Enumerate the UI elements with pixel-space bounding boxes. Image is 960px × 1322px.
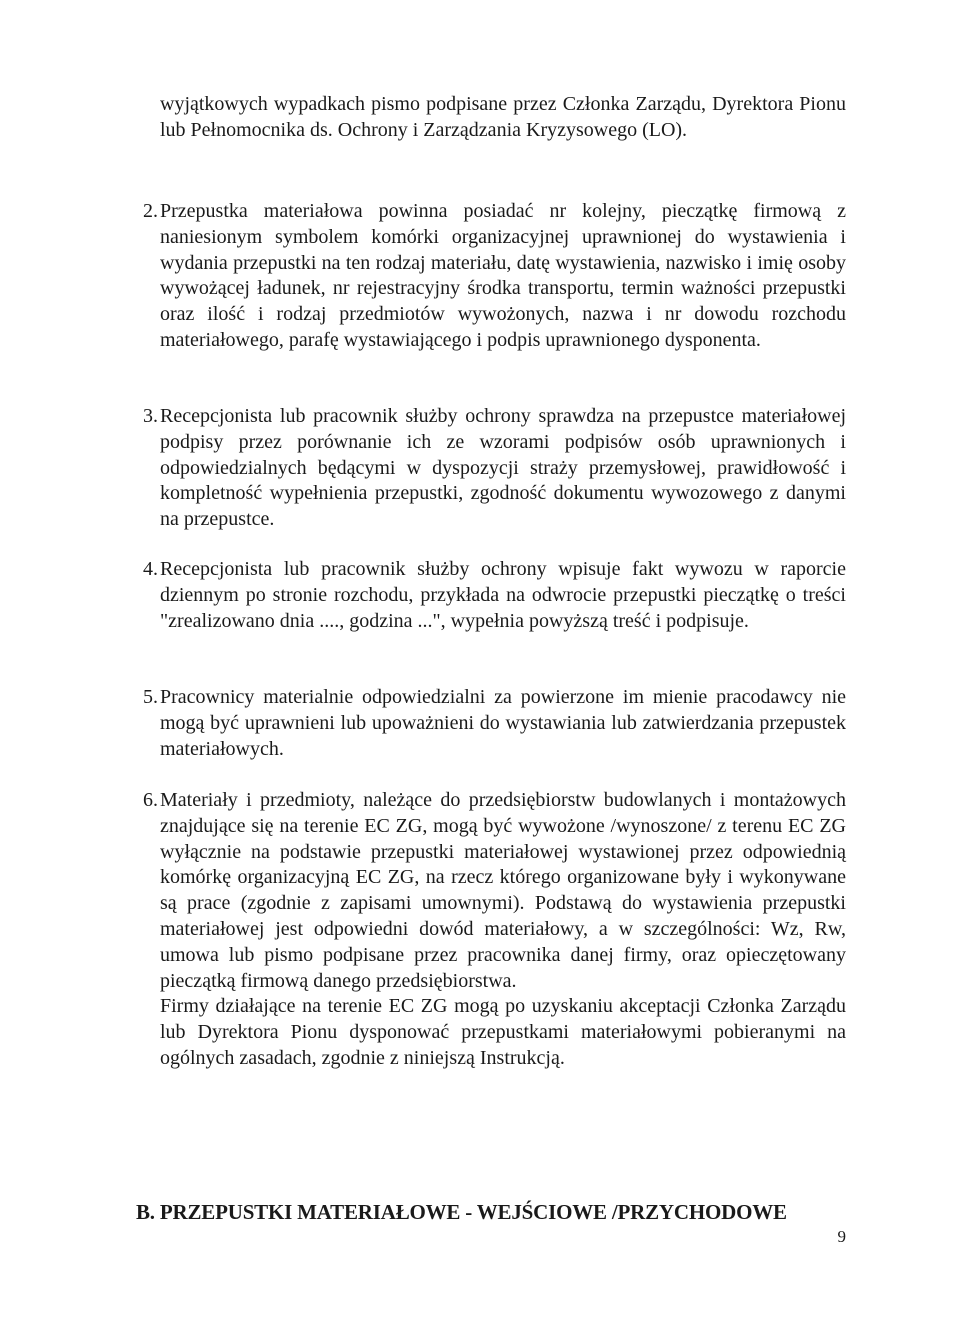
list-item-text: Recepcjonista lub pracownik służby ochrony wpisuje fakt wywozu w raporcie dziennym po stronie rozchodu, przykłada na odwrocie przepustki pieczątkę o treści "zrealizowano dnia ...., godzina ...", wypełnia powyższą treść i podpisuje. [160,558,846,632]
section-heading: B. PRZEPUSTKI MATERIAŁOWE - WEJŚCIOWE /PRZYCHODOWE [136,1200,787,1224]
list-item-text: Materiały i przedmioty, należące do przedsiębiorstw budowlanych i montażowych znajdujące się na terenie EC ZG, mogą być wywożone /wynoszone/ z terenu EC ZG wyłącznie na podstawie przepustki materiałowej wystawionej przez odpowiednią komórkę organizacyjną EC ZG, na rzecz którego organizowane były i wykonywane są prace (zgodnie z zapisami umownymi). Podstawą do wystawienia przepustki materiałowej jest odpowiedni dowód materiałowy, a w szczególności: Wz, Rw, umowa lub pismo podpisane przez pracownika danej firmy, oraz opieczętowany pieczątką firmową danego przedsiębiorstwa. [160,789,846,992]
list-number: 3. [143,405,158,427]
paragraph-continuation [160,92,846,144]
list-item-2 [143,199,846,354]
list-item-6 [143,788,846,1072]
list-number: 4. [143,558,158,580]
list-item-text: Recepcjonista lub pracownik służby ochrony sprawdza na przepustce materiałowej podpisy przez porównanie ich ze wzorami podpisów osób uprawnionych i odpowiedzialnych będącymi w dyspozycji straży przemysłowej, prawidłowość i kompletność wypełnienia przepustki, zgodność dokumentu wywozowego z danymi na przepustce. [160,405,846,531]
list-number: 2. [143,200,158,222]
page-number: 9 [837,1227,846,1246]
list-number: 6. [143,789,158,811]
list-item-text-continued: Firmy działające na terenie EC ZG mogą po uzyskaniu akceptacji Członka Zarządu lub Dyrektora Pionu dysponować przepustkami materiałowymi pobieranymi na ogólnych zasadach, zgodnie z niniejszą Instrukcją. [160,995,846,1069]
list-number: 5. [143,686,158,708]
list-item-3 [143,404,846,533]
list-item-text: Przepustka materiałowa powinna posiadać nr kolejny, pieczątkę firmową z naniesionym symbolem komórki organizacyjnej uprawnionej do wystawienia i wydania przepustki na ten rodzaj materiału, datę wystawienia, nazwisko i imię osoby wywożącej ładunek, nr rejestracyjny środka transportu, termin ważności przepustki oraz ilość i rodzaj przedmiotów wywożonych, nazwa i nr dowodu rozchodu materiałowego, parafę wystawiającego i podpis uprawnionego dysponenta. [160,200,846,351]
paragraph-text: wyjątkowych wypadkach pismo podpisane przez Członka Zarządu, Dyrektora Pionu lub Pełnomocnika ds. Ochrony i Zarządzania Kryzysowego (LO). [160,93,846,141]
list-item-4 [143,557,846,634]
list-item-text: Pracownicy materialnie odpowiedzialni za powierzone im mienie pracodawcy nie mogą być uprawnieni lub upoważnieni do wystawiania lub zatwierdzania przepustek materiałowych. [160,686,846,760]
list-item-5 [143,685,846,762]
